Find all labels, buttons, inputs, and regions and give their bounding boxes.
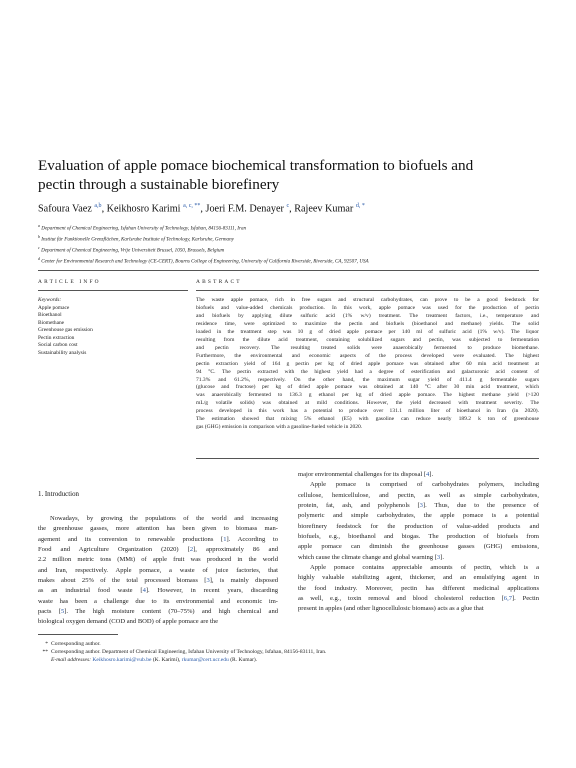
author-name: Keikhosro Karimi bbox=[106, 203, 181, 215]
citation-link[interactable]: 4 bbox=[142, 587, 146, 595]
footnote-mark: ** bbox=[42, 649, 48, 656]
affiliation-item: $^a$ Department of Chemical Engineering, Isfahan University of Technology, Isfahan, 84156-83111, Iran bbox=[38, 223, 247, 232]
citation-link[interactable]: 2 bbox=[189, 546, 194, 554]
article-title-line-2: pectin through a sustainable biorefinery bbox=[38, 176, 280, 193]
footnote-rule bbox=[38, 634, 118, 635]
keyword-item: Pectin extraction bbox=[38, 334, 75, 341]
abstract-line: biofuels and value-added chemicals production. In this work, apple pomace was used for the production of pectin bbox=[196, 304, 539, 311]
body-text-line: biorefinery feedstock for the production of value-added products and bbox=[298, 522, 539, 530]
abstract-line: resulting from the dilute acid treatment, containing solubilized sugars and pectin, was subjected to fermentation bbox=[196, 336, 539, 343]
email-label: E-mail addresses: bbox=[51, 657, 92, 664]
footnote-corresponding-2: ** Corresponding author. Department of Chemical Engineering, Isfahan University of Technology, Isfahan, 84156-83111, Iran. bbox=[38, 648, 538, 656]
citation-link[interactable]: 5 bbox=[60, 608, 65, 616]
abstract-line: residence time, were optimized to maximize the pectin and biofuels (bioethanol and methane) yields. The solid bbox=[196, 320, 539, 327]
keyword-item: Greenhouse gas emission bbox=[38, 327, 93, 333]
footnote-corresponding-1: * Corresponding author. bbox=[38, 640, 538, 648]
abstract-line: mL/g volatile solids) was obtained at mild conditions. However, the yield decreased with treatment severity. The bbox=[196, 400, 539, 407]
author-name: Safoura Vaez bbox=[38, 203, 92, 215]
keywords-label: Keywords: bbox=[38, 297, 62, 303]
body-text-line: Apple pomace is comprised of carbohydrates polymers, including bbox=[310, 481, 539, 489]
abstract-line: pectin extraction yield of 164 g pectin per kg of dried apple pomace was obtained after 60 min acid treatment at bbox=[196, 360, 539, 367]
body-text-line: as an industrial food waste [4]. However, in recent years, discarding bbox=[38, 587, 278, 595]
body-text-line: major environmental challenges for its disposal [4]. bbox=[298, 471, 434, 478]
body-text-line: the food industry. Moreover, pectin has different medicinal applications bbox=[298, 584, 539, 592]
body-text-line: 2.2 million metric tons (MMt) of apple fruit was produced in the world bbox=[38, 556, 278, 564]
body-text-line: highly valuable stabilizing agent, thickener, and an emulsifying agent in bbox=[298, 574, 539, 582]
citation-link[interactable]: 3 bbox=[436, 553, 441, 561]
affiliations bbox=[38, 222, 538, 266]
abstract-line: (glucose and fructose) per kg of dried apple pomace was obtained at 140 °C after 30 min acid treatment, which bbox=[196, 384, 539, 391]
affiliation-item: $^b$ Institut für Funktionelle Grenzflächen, Karlsruhe Institute of Technology, Karlsruhe, Germany bbox=[38, 233, 234, 243]
body-text-line: the greenhouse gasses, more attention has been given to biomass man- bbox=[38, 525, 278, 533]
keyword-item: Apple pomace bbox=[38, 304, 70, 311]
abstract-heading: ABSTRACT bbox=[196, 279, 242, 285]
email-link-kumar[interactable]: rkumar@cert.ucr.edu bbox=[181, 657, 229, 664]
keyword-item: Social carbon cost bbox=[38, 342, 78, 348]
abstract-line: and biofuels by applying dilute sulfuric acid (1% w/v) treatment. The treatment factors, i.e., temperature and bbox=[196, 312, 539, 319]
citation-link[interactable]: 3 bbox=[419, 502, 423, 510]
abstract-rule bbox=[196, 290, 539, 291]
abstract-line: gas (GHG) emission in comparison with a gasoline-fueled vehicle in 2020. bbox=[196, 424, 363, 431]
author-name: Rajeev Kumar bbox=[294, 203, 354, 215]
article-title-line-1: Evaluation of apple pomace biochemical transformation to biofuels and bbox=[38, 157, 474, 174]
author-affiliation-mark[interactable]: d, * bbox=[355, 203, 365, 209]
intro-left-column bbox=[38, 514, 278, 628]
body-text-line: waste has been a challenge due to its environmental and economic im- bbox=[38, 597, 278, 605]
keywords-block bbox=[38, 297, 188, 357]
citation-link[interactable]: 6,7 bbox=[503, 595, 512, 603]
abstract-line: loaded in the treatment step was 10 g of dried apple pomace per 140 ml of sulfuric acid (1% w/v). The liquor bbox=[196, 328, 539, 335]
intro-right-column bbox=[298, 470, 539, 615]
author-list: Safoura Vaez $^{a,b}$, Keikhosro Karimi $^{a, c, **}$, Joeri F.M. Denayer $^c$, Rajeev Kumar $^{d, *}$ bbox=[38, 203, 365, 215]
abstract-line: was anaerobically fermented to 136.3 g ethanol per kg of dried apple pomace. The highest methane yield (>120 bbox=[196, 392, 539, 399]
top-rule bbox=[38, 270, 539, 271]
body-text-line: which cause the climate change and global warning [3]. bbox=[298, 553, 444, 561]
abstract-line: 94 °C. The pectin extracted with the highest yield had a degree of esterification and galacturonic acid content of bbox=[196, 368, 539, 375]
body-text-line: and Iran, respectively. Apple pomace, a waste of juice factories, that bbox=[38, 566, 278, 574]
abstract-body bbox=[196, 297, 539, 432]
citation-link[interactable]: 1 bbox=[223, 535, 227, 543]
affiliation-item: $^d$ Center for Environmental Research and Technology (CE-CERT), Bourns College of Engineering, University of California Riverside, Riverside, CA, 92507, USA bbox=[38, 255, 369, 265]
affiliation-item: $^c$ Department of Chemical Engineering, Vrije Universiteit Brussel, 1050, Brussels, Belgium bbox=[38, 244, 225, 254]
author-affiliation-mark[interactable]: a, c, ** bbox=[183, 203, 201, 209]
body-text-line: Apple pomace contains appreciable amounts of pectin, which is a bbox=[310, 564, 539, 572]
author-name: Joeri F.M. Denayer bbox=[205, 203, 284, 215]
abstract-line: 71.3% and 61.2%, respectively. On the other hand, the maximum sugar yield of 411.4 g fermentable sugars bbox=[196, 376, 539, 383]
article-info-rule bbox=[38, 290, 188, 291]
body-text-line: biofuels, e.g., bioethanol and biogas. The production of biofuels from bbox=[298, 533, 539, 541]
keyword-item: Sustainability analysis bbox=[38, 349, 87, 356]
body-text-line: present in apples (and other lignocellulosic biomass) acts as a glue that bbox=[298, 605, 484, 613]
body-text-line: cellulose, hemicellulose, and pectin, as well as simple carbohydrates, bbox=[298, 491, 539, 499]
body-text-line: as well, e.g., toxin removal and blood cholesterol reduction [6,7]. Pectin bbox=[298, 595, 539, 603]
footnotes bbox=[38, 640, 538, 664]
keyword-item: Bioethanol bbox=[38, 312, 62, 318]
body-text-line: Nowadays, by growing the populations of the world and increasing bbox=[50, 515, 278, 522]
article-title bbox=[38, 156, 518, 194]
keyword-item: Biomethane bbox=[38, 319, 65, 326]
footnote-emails: E-mail addresses: Keikhosro.karimi@vub.be (K. Karimi), rkumar@cert.ucr.edu (R. Kumar). bbox=[51, 657, 258, 664]
author-affiliation-mark[interactable]: c bbox=[286, 203, 290, 209]
body-text-line: apple pomace can diminish the greenhouse gasses (GHG) emissions, bbox=[298, 543, 539, 551]
citation-link[interactable]: 3 bbox=[206, 577, 210, 585]
abstract-line: The waste apple pomace, rich in free sugars and structural carbohydrates, can prove to be a good feedstock for bbox=[196, 297, 539, 303]
citation-link[interactable]: 4 bbox=[426, 471, 430, 478]
body-text-line: protein, fat, ash, and polyphenols [3]. Thus, due to the presence of bbox=[298, 502, 539, 510]
body-text-line: makes about 25% of the total processed biomass [3], is mainly disposed bbox=[38, 577, 279, 585]
footnote-mark: * bbox=[45, 641, 48, 647]
body-text-line: agement and its conversion to renewable productions [1]. According to bbox=[38, 535, 278, 543]
body-text-line: Food and Agriculture Organization (2020) [2], approximately 86 and bbox=[38, 546, 279, 554]
abstract-line: Furthermore, the environmental and economic aspects of the process developed were evaluated. The highest bbox=[196, 352, 539, 359]
abstract-line: process developed in this work has a potential to produce over 131.1 million liter of bioethanol in Iran (in 2020). bbox=[196, 408, 539, 415]
abstract-bottom-rule bbox=[196, 458, 539, 459]
abstract-line: The estimation showed that mixing 5% ethanol (E5) with gasoline can reduce nearly 189.2 k ton of greenhouse bbox=[196, 416, 539, 423]
body-text-line: polymeric and simple carbohydrates, the apple pomace is a potential bbox=[298, 512, 539, 520]
body-text-line: biological oxygen demand (COD and BOD) of apple pomace are the bbox=[38, 618, 218, 626]
section-heading-introduction: 1. Introduction bbox=[38, 491, 79, 498]
article-info-heading: ARTICLE INFO bbox=[38, 279, 101, 285]
body-text-line: pacts [5]. The high moisture content (70–75%) and high chemical and bbox=[38, 608, 278, 616]
author-affiliation-mark[interactable]: a,b bbox=[94, 203, 102, 209]
abstract-line: and pectin recovery. The resulting treated solids were anaerobically fermented to produce biomethane. bbox=[196, 344, 539, 351]
email-link-karimi[interactable]: Keikhosro.karimi@vub.be bbox=[92, 657, 152, 664]
